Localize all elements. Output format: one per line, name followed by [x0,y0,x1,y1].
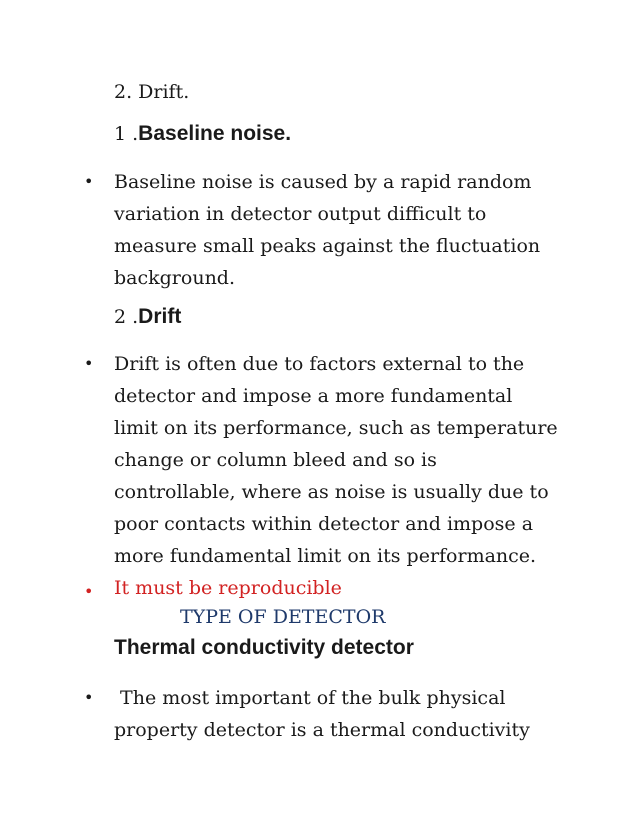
text-line: change or column bleed and so is [114,449,437,471]
text-line: Baseline noise is caused by a rapid random [114,171,532,193]
tcd-heading: Thermal conductivity detector [114,636,414,659]
bullet-icon: • [84,582,94,601]
red-bullet-text: It must be reproducible [114,577,342,599]
bullet-icon: • [84,354,94,373]
text-line: measure small peaks against the fluctuation [114,235,541,257]
bullet-icon: • [84,688,94,707]
text-line: property detector is a thermal conductivity [114,719,530,741]
text-line: detector and impose a more fundamental [114,385,513,407]
section-title: Drift [138,305,182,328]
text-line: The most important of the bulk physical [114,687,506,709]
section-heading-baseline-noise [114,124,291,144]
paragraph-tcd [114,682,614,746]
text-line: variation in detector output difficult to [114,203,487,225]
bullet-icon: • [84,172,94,191]
text-line: limit on its performance, such as temperature [114,417,558,439]
paragraph-baseline-noise [114,166,614,294]
section-number: 2 . [114,306,139,328]
section-title: Baseline noise. [138,122,292,145]
text-line: Drift is often due to factors external to the [114,353,525,375]
section-number: 1 . [114,123,139,145]
text-line: poor contacts within detector and impose a [114,513,534,535]
text-line: background. [114,267,236,289]
text-line: more fundamental limit on its performance. [114,545,537,567]
section-heading-drift [114,307,181,327]
type-of-detector-heading: TYPE OF DETECTOR [180,606,386,628]
list-heading: 2. Drift. [114,81,190,103]
paragraph-drift [114,348,614,572]
text-line: controllable, where as noise is usually due to [114,481,549,503]
